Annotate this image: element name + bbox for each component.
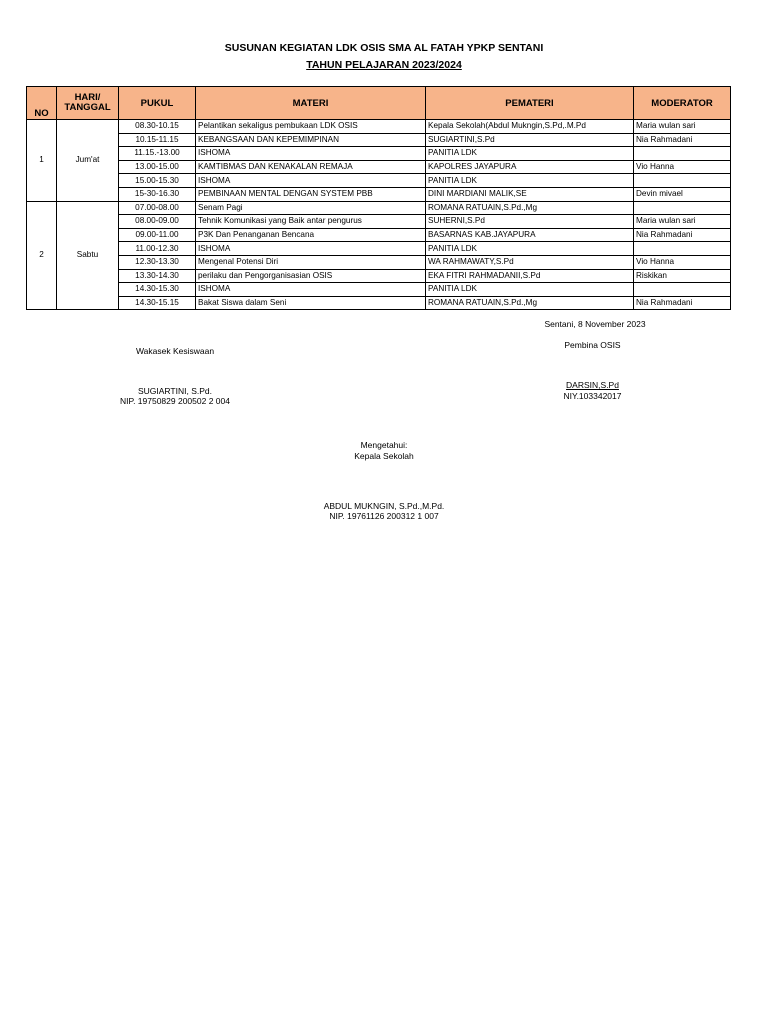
right-signer-id: NIY.103342017 xyxy=(563,391,622,401)
table-row xyxy=(27,269,731,283)
moderator-cell: Devin mivael xyxy=(634,187,731,201)
pemateri-cell: PANITIA LDK xyxy=(426,174,634,188)
materi-cell: Senam Pagi xyxy=(196,201,426,215)
moderator-cell: Nia Rahmadani xyxy=(634,228,731,242)
materi-cell: Pelantikan sekaligus pembukaan LDK OSIS xyxy=(196,120,426,134)
moderator-cell: Vio Hanna xyxy=(634,255,731,269)
pemateri-cell: SUGIARTINI,S.Pd xyxy=(426,133,634,147)
right-signer-name: DARSIN,S.Pd xyxy=(566,380,619,390)
moderator-cell: Maria wulan sari xyxy=(634,215,731,229)
left-signer-id: NIP. 19750829 200502 2 004 xyxy=(120,396,230,406)
table-row xyxy=(27,187,731,201)
time-cell: 07.00-08.00 xyxy=(119,201,196,215)
schedule-table xyxy=(26,86,731,310)
materi-cell: Bakat Siswa dalam Seni xyxy=(196,296,426,310)
column-header-moderator: MODERATOR xyxy=(634,87,731,120)
time-cell: 10.15-11.15 xyxy=(119,133,196,147)
pemateri-cell: BASARNAS KAB.JAYAPURA xyxy=(426,228,634,242)
left-signer-name: SUGIARTINI, S.Pd. xyxy=(137,386,212,396)
time-cell: 15.00-15.30 xyxy=(119,174,196,188)
day-number: 1 xyxy=(27,120,57,202)
moderator-cell: Maria wulan sari xyxy=(634,120,731,134)
moderator-cell xyxy=(634,242,731,256)
column-header-no: NO xyxy=(27,87,57,120)
materi-cell: ISHOMA xyxy=(196,174,426,188)
moderator-cell xyxy=(634,174,731,188)
center-signer-name: ABDUL MUKNGIN, S.Pd.,M.Pd. xyxy=(323,501,445,511)
table-row xyxy=(27,283,731,297)
pemateri-cell: SUHERNI,S.Pd xyxy=(426,215,634,229)
center-signer-role: Kepala Sekolah xyxy=(354,451,414,461)
pemateri-cell: PANITIA LDK xyxy=(426,242,634,256)
table-row xyxy=(27,201,731,215)
column-header-pukul: PUKUL xyxy=(119,87,196,120)
left-signer-role: Wakasek Kesiswaan xyxy=(135,346,215,356)
table-row xyxy=(27,120,731,134)
center-label: Mengetahui: xyxy=(360,440,408,450)
time-cell: 09.00-11.00 xyxy=(119,228,196,242)
time-cell: 11.00-12.30 xyxy=(119,242,196,256)
moderator-cell: Nia Rahmadani xyxy=(634,296,731,310)
pemateri-cell: KAPOLRES JAYAPURA xyxy=(426,160,634,174)
pemateri-cell: PANITIA LDK xyxy=(426,147,634,161)
table-row xyxy=(27,296,731,310)
table-header-row xyxy=(27,87,731,120)
pemateri-cell: DINI MARDIANI MALIK,SE xyxy=(426,187,634,201)
place-date: Sentani, 8 November 2023 xyxy=(544,319,646,329)
table-row xyxy=(27,174,731,188)
materi-cell: Mengenal Potensi Diri xyxy=(196,255,426,269)
materi-cell: ISHOMA xyxy=(196,242,426,256)
column-header-hari-tanggal: HARI/ TANGGAL xyxy=(57,87,119,120)
table-row xyxy=(27,160,731,174)
materi-cell: perilaku dan Pengorganisasian OSIS xyxy=(196,269,426,283)
materi-cell: ISHOMA xyxy=(196,147,426,161)
materi-cell: P3K Dan Penanganan Bencana xyxy=(196,228,426,242)
day-number: 2 xyxy=(27,201,57,310)
table-row xyxy=(27,255,731,269)
time-cell: 15-30-16.30 xyxy=(119,187,196,201)
pemateri-cell: EKA FITRI RAHMADANII,S.Pd xyxy=(426,269,634,283)
time-cell: 11.15.-13.00 xyxy=(119,147,196,161)
table-row xyxy=(27,242,731,256)
document-subtitle: TAHUN PELAJARAN 2023/2024 xyxy=(306,59,462,71)
column-header-pemateri: PEMATERI xyxy=(426,87,634,120)
day-name: Sabtu xyxy=(57,201,119,310)
schedule-body xyxy=(27,120,731,310)
materi-cell: KAMTIBMAS DAN KENAKALAN REMAJA xyxy=(196,160,426,174)
table-row xyxy=(27,147,731,161)
right-signer-role: Pembina OSIS xyxy=(564,340,621,350)
moderator-cell xyxy=(634,283,731,297)
pemateri-cell: Kepala Sekolah(Abdul Mukngin,S.Pd,.M.Pd xyxy=(426,120,634,134)
materi-cell: Tehnik Komunikasi yang Baik antar pengurus xyxy=(196,215,426,229)
time-cell: 08.30-10.15 xyxy=(119,120,196,134)
center-signer-id: NIP. 19761126 200312 1 007 xyxy=(329,511,439,521)
column-header-materi: MATERI xyxy=(196,87,426,120)
document-title: SUSUNAN KEGIATAN LDK OSIS SMA AL FATAH YPKP SENTANI xyxy=(224,42,544,54)
day-name: Jum'at xyxy=(57,120,119,202)
time-cell: 14.30-15.15 xyxy=(119,296,196,310)
table-row xyxy=(27,215,731,229)
moderator-cell: Vio Hanna xyxy=(634,160,731,174)
time-cell: 13.30-14.30 xyxy=(119,269,196,283)
materi-cell: PEMBINAAN MENTAL DENGAN SYSTEM PBB xyxy=(196,187,426,201)
pemateri-cell: PANITIA LDK xyxy=(426,283,634,297)
moderator-cell: Riskikan xyxy=(634,269,731,283)
table-row xyxy=(27,228,731,242)
pemateri-cell: WA RAHMAWATY,S.Pd xyxy=(426,255,634,269)
time-cell: 14.30-15.30 xyxy=(119,283,196,297)
pemateri-cell: ROMANA RATUAIN,S.Pd.,Mg xyxy=(426,201,634,215)
moderator-cell: Nia Rahmadani xyxy=(634,133,731,147)
time-cell: 08.00-09.00 xyxy=(119,215,196,229)
moderator-cell xyxy=(634,201,731,215)
moderator-cell xyxy=(634,147,731,161)
time-cell: 13.00-15.00 xyxy=(119,160,196,174)
materi-cell: KEBANGSAAN DAN KEPEMIMPINAN xyxy=(196,133,426,147)
materi-cell: ISHOMA xyxy=(196,283,426,297)
pemateri-cell: ROMANA RATUAIN,S.Pd.,Mg xyxy=(426,296,634,310)
table-row xyxy=(27,133,731,147)
time-cell: 12.30-13.30 xyxy=(119,255,196,269)
